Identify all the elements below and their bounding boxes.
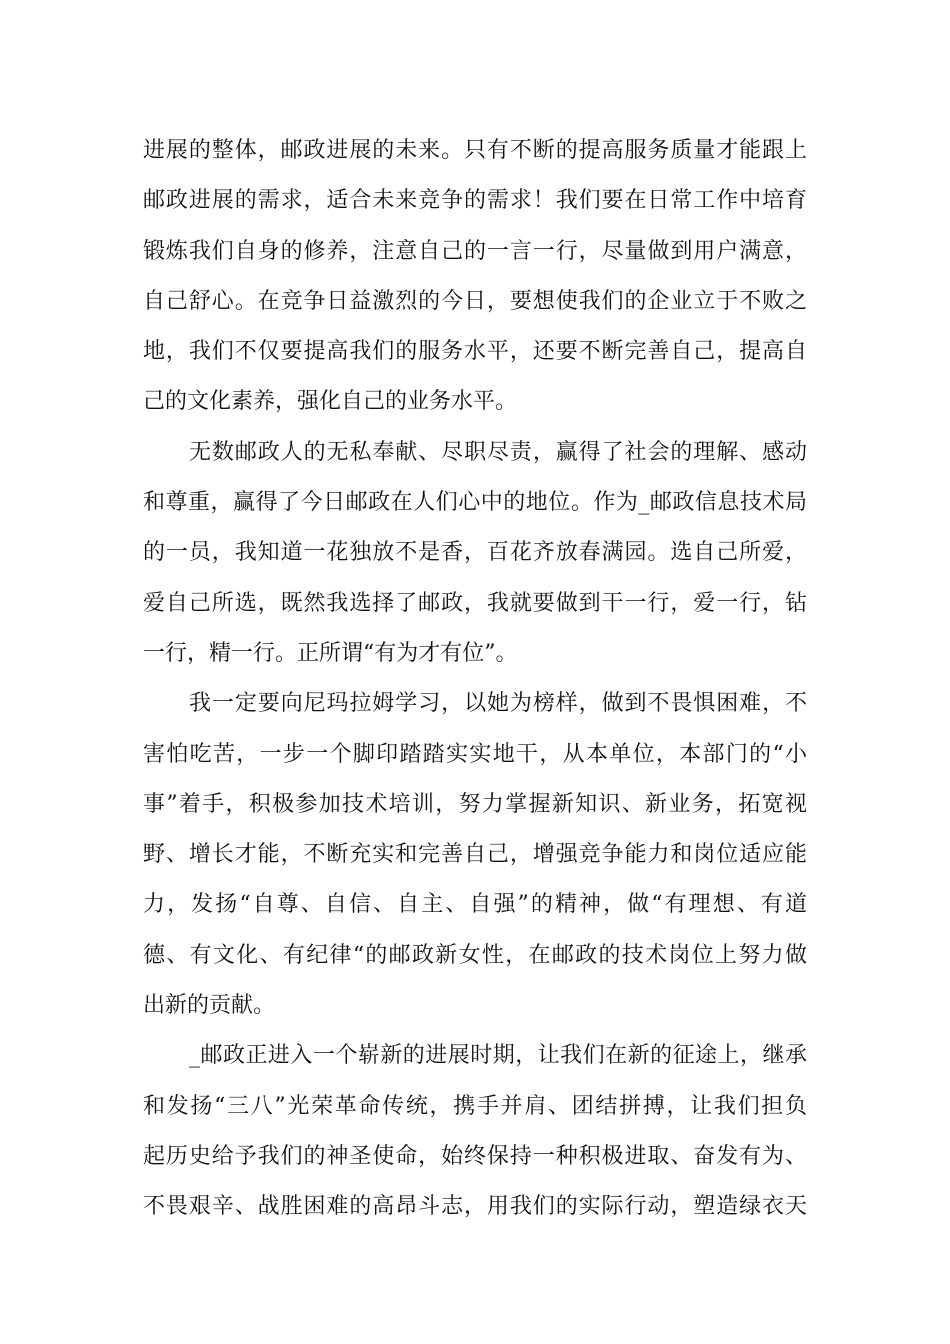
text-line: 己的文化素养，强化自己的业务水平。	[143, 389, 518, 415]
text-line: 和发扬“三八”光荣革命传统，携手并肩、团结拼搏，让我们担负	[143, 1093, 807, 1119]
text-line: 出新的贡献。	[143, 993, 276, 1019]
paragraph-first-line: _邮政正进入一个崭新的进展时期，让我们在新的征途上，继承	[189, 1043, 807, 1069]
text-line: 害怕吃苦，一步一个脚印踏踏实实地干，从本单位，本部门的“小	[143, 741, 807, 767]
text-line: 起历史给予我们的神圣使命，始终保持一种积极进取、奋发有为、	[143, 1143, 807, 1169]
text-line: 地，我们不仅要提高我们的服务水平，还要不断完善自己，提高自	[143, 339, 807, 365]
text-line: 的一员，我知道一花独放不是香，百花齐放春满园。选自己所爱，	[143, 540, 807, 566]
paragraph-first-line: 无数邮政人的无私奉献、尽职尽责，赢得了社会的理解、感动	[189, 439, 807, 465]
text-line: 爱自己所选，既然我选择了邮政，我就要做到干一行，爱一行，钻	[143, 590, 807, 616]
text-line: 邮政进展的需求，适合未来竞争的需求！我们要在日常工作中培育	[143, 188, 807, 214]
text-line: 锻炼我们自身的修养，注意自己的一言一行，尽量做到用户满意，	[143, 238, 807, 264]
paragraph-first-line: 我一定要向尼玛拉姆学习，以她为榜样，做到不畏惧困难，不	[189, 691, 807, 717]
text-line: 野、增长才能，不断充实和完善自己，增强竞争能力和岗位适应能	[143, 842, 807, 868]
text-line: 和尊重，赢得了今日邮政在人们心中的地位。作为_邮政信息技术局	[143, 490, 807, 516]
text-line: 自己舒心。在竞争日益激烈的今日，要想使我们的企业立于不败之	[143, 288, 807, 314]
text-line: 事”着手，积极参加技术培训，努力掌握新知识、新业务，拓宽视	[143, 791, 807, 817]
body-text	[143, 126, 807, 1233]
text-line: 一行，精一行。正所谓“有为才有位”。	[143, 640, 518, 666]
text-line: 进展的整体，邮政进展的未来。只有不断的提高服务质量才能跟上	[143, 138, 807, 163]
text-line: 德、有文化、有纪律“的邮政新女性，在邮政的技术岗位上努力做	[143, 942, 807, 968]
text-line: 力，发扬“自尊、自信、自主、自强”的精神，做“有理想、有道	[143, 892, 807, 918]
text-line: 不畏艰辛、战胜困难的高昂斗志，用我们的实际行动，塑造绿衣天	[143, 1194, 807, 1220]
